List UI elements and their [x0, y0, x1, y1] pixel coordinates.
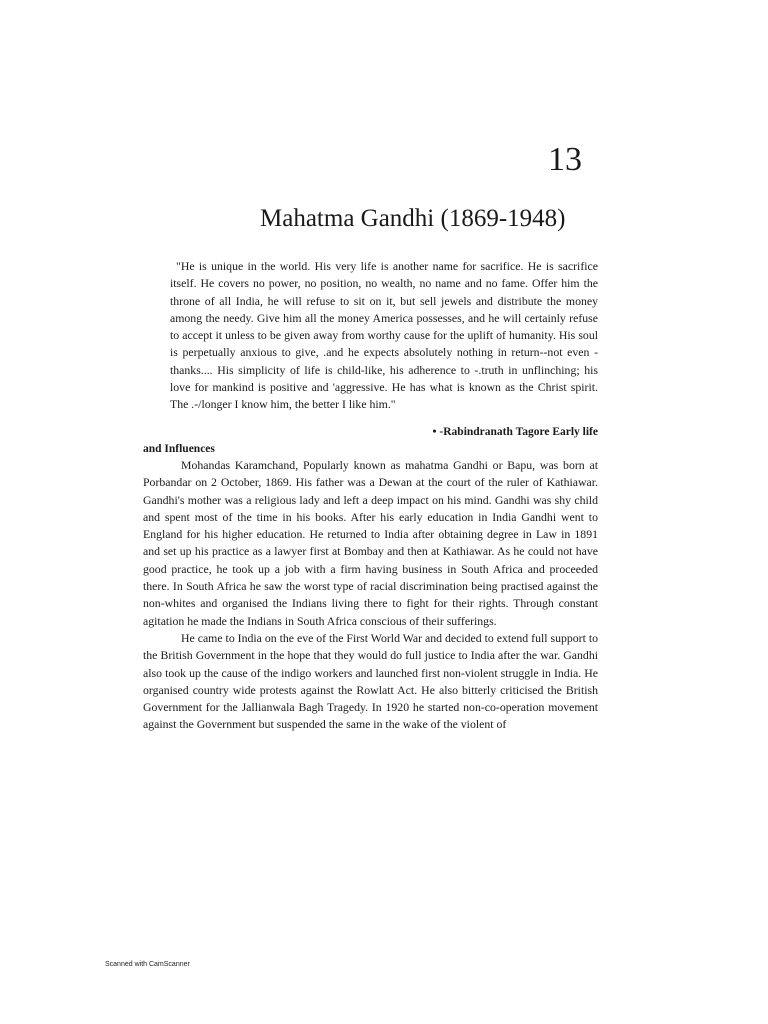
body-paragraph: Mohandas Karamchand, Popularly known as mahatma Gandhi or Bapu, was born at Porbandar on 2 October, 1869. His father was a Dewan at the court of the ruler of Kathiawar. Gandhi's mother was a religious lady and left a deep impact on his mind. Gandhi was shy child and spent most of the time in his books. After his early education in India Gandhi went to England for his higher education. He returned to India after obtaining degree in Law in 1891 and set up his practice as a lawyer first at Bombay and then at Kathiawar. As he could not have good practice, he took up a job with a firm having business in South Africa and proceeded there. In South Africa he saw the worst type of racial discrimination being practised against the non-whites and organised the Indians living there to fight for their rights. Through constant agitation he made the Indians in South Africa conscious of their sufferings. [143, 458, 598, 628]
quote-attribution: • -Rabindranath Tagore Early life [432, 426, 598, 438]
body-paragraph: He came to India on the eve of the First World War and decided to extend full support to the British Government in the hope that they would do full justice to India after the war. Gandhi also took up the cause of the indigo workers and launched first non-violent struggle in India. He organised country wide protests against the Rowlatt Act. He also bitterly criticised the British Government for the Jallianwala Bagh Tragedy. In 1920 he started non-co-operation movement against the Government but suspended the same in the wake of the violent of [143, 630, 598, 732]
chapter-number: 13 [548, 141, 582, 178]
scanner-watermark: Scanned with CamScanner [105, 961, 190, 968]
section-heading: and Influences [143, 443, 215, 455]
body-text [143, 457, 598, 734]
epigraph-quote: "He is unique in the world. His very life is another name for sacrifice. He is sacrifice itself. He covers no power, no position, no wealth, no name and no fame. Offer him the throne of all India, he will refuse to sit on it, but sell jewels and distribute the money among the needy. Give him all the money America possesses, and he will certainly refuse to accept it unless to be given away from worthy cause for the uplift of humanity. His soul is perpetually anxious to give, .and he expects absolutely nothing in return--not even -thanks.... His simplicity of life is child-like, his adherence to -.truth in unflinching; his love for mankind is positive and 'aggressive. He has what is known as the Christ spirit. The .-/longer I know him, the better I like him." [170, 259, 598, 412]
chapter-title: Mahatma Gandhi (1869-1948) [260, 205, 566, 232]
